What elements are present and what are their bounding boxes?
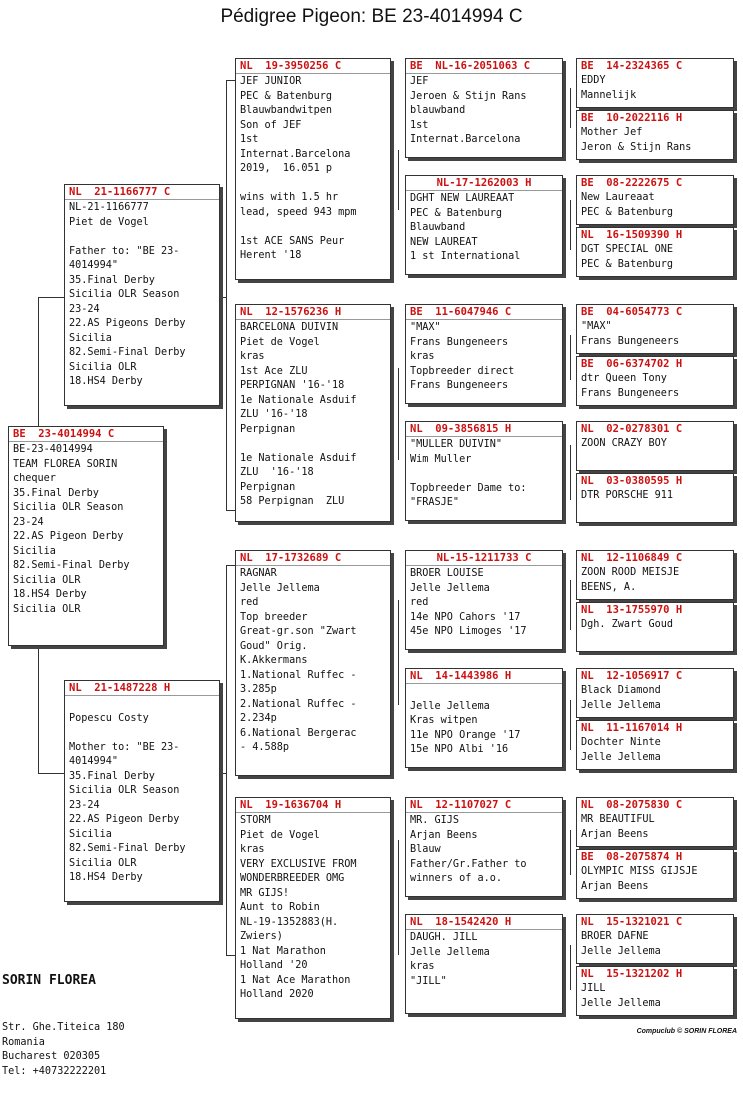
connector-line (226, 565, 227, 955)
pigeon-card-grandparent[interactable] (235, 58, 391, 280)
connector-line (226, 565, 235, 566)
ring-number: NL 03-0380595 H (581, 475, 683, 487)
pigeon-card-gg-grandparent[interactable] (576, 227, 734, 277)
connector-line (570, 88, 571, 128)
pigeon-details: OLYMPIC MISS GIJSJE Arjan Beens (581, 866, 698, 892)
ring-number: NL 08-2075830 C (581, 799, 683, 811)
pigeon-details: JEF Jeroen & Stijn Rans blauwband 1st Internat.Barcelona (410, 76, 527, 145)
connector-line (570, 580, 571, 630)
ring-number: NL-17-1262003 H (406, 176, 562, 191)
ring-number: NL 11-1167014 H (581, 722, 683, 734)
connector-line (398, 368, 399, 460)
connector-line (220, 773, 227, 774)
connector-line (570, 335, 571, 380)
pigeon-card-great-grandparent[interactable] (405, 914, 563, 1014)
ring-number: NL-15-1211733 C (406, 551, 562, 566)
ring-number: NL 09-3856815 H (406, 422, 562, 437)
ring-number: BE 11-6047946 C (406, 305, 562, 320)
connector-line (570, 945, 571, 990)
connector-line (220, 297, 227, 298)
pigeon-details: EDDY Mannelijk (581, 75, 637, 101)
ring-number: NL 18-1542420 H (406, 915, 562, 930)
pigeon-card-great-grandparent[interactable] (405, 58, 563, 158)
pigeon-card-great-grandparent[interactable] (405, 421, 563, 521)
ring-number: NL 19-3950256 C (236, 59, 390, 74)
pigeon-card-gg-grandparent[interactable] (576, 473, 734, 523)
pigeon-details: Dgh. Zwart Goud (581, 619, 674, 630)
connector-line (570, 700, 571, 750)
pigeon-details: "MAX" Frans Bungeneers kras Topbreeder direct Frans Bungeneers (410, 322, 515, 391)
ring-number: BE 08-2222675 C (581, 177, 683, 189)
pigeon-card-grandparent[interactable] (235, 304, 391, 522)
pigeon-card-gg-grandparent[interactable] (576, 668, 734, 718)
pigeon-details: BARCELONA DUIVIN Piet de Vogel kras 1st Ace ZLU PERPIGNAN '16-'18 1e Nationale Asduif ZLU '16-'18 Perpignan 1e Nationale Asduif ZLU '16-'18 Perpignan 58 Perpignan ZLU (240, 322, 357, 507)
pigeon-card-gg-grandparent[interactable] (576, 110, 734, 160)
pigeon-details: DAUGH. JILL Jelle Jellema kras "JILL" (410, 932, 490, 987)
pigeon-card-great-grandparent[interactable] (405, 175, 563, 275)
pigeon-details: "MAX" Frans Bungeneers (581, 321, 680, 347)
pigeon-details: STORM Piet de Vogel kras VERY EXCLUSIVE FROM WONDERBREEDER OMG MR GIJS! Aunt to Robin NL-19-1352883(H. Zwiers) 1 Nat Marathon Holland '20 1 Nat Ace Marathon Holland 2020 (240, 815, 357, 1000)
ring-number: BE 04-6054773 C (581, 306, 683, 318)
pigeon-card-great-grandparent[interactable] (405, 304, 563, 404)
pigeon-details: New Laureaat PEC & Batenburg (581, 192, 674, 218)
pigeon-details: MR. GIJS Arjan Beens Blauw Father/Gr.Father to winners of a.o. (410, 815, 527, 884)
ring-number: NL 19-1636704 H (236, 798, 390, 813)
page-title: Pédigree Pigeon: BE 23-4014994 C (220, 6, 523, 27)
pigeon-card-mother[interactable] (64, 680, 220, 902)
ring-number: BE NL-16-2051063 C (406, 59, 562, 74)
ring-number: BE 08-2075874 H (581, 851, 683, 863)
connector-line (570, 445, 571, 500)
pigeon-details: "MULLER DUIVIN" Wim Muller Topbreeder Dame to: "FRASJE" (410, 439, 527, 508)
pigeon-details: Dochter Ninte Jelle Jellema (581, 737, 661, 763)
ring-number: NL 15-1321202 H (581, 968, 683, 980)
ring-number: NL 12-1107027 C (406, 798, 562, 813)
pigeon-card-gg-grandparent[interactable] (576, 550, 734, 600)
pigeon-details: JILL Jelle Jellema (581, 983, 661, 1009)
owner-address: Str. Ghe.Titeica 180 Romania Bucharest 020305 Tel: +40732222201 (2, 1022, 125, 1077)
pigeon-card-gg-grandparent[interactable] (576, 966, 734, 1016)
pigeon-details: Mother Jef Jeron & Stijn Rans (581, 127, 692, 153)
pigeon-details: DGT SPECIAL ONE PEC & Batenburg (581, 244, 674, 270)
ring-number: BE 14-2324365 C (581, 60, 683, 72)
pigeon-details: MR BEAUTIFUL Arjan Beens (581, 814, 655, 840)
pigeon-card-gg-grandparent[interactable] (576, 914, 734, 964)
pigeon-details: ZOON CRAZY BOY (581, 438, 667, 449)
ring-number: NL 12-1106849 C (581, 552, 683, 564)
pigeon-details: dtr Queen Tony Frans Bungeneers (581, 373, 680, 399)
pigeon-card-gg-grandparent[interactable] (576, 421, 734, 471)
connector-line (570, 200, 571, 250)
ring-number: NL 15-1321021 C (581, 916, 683, 928)
pigeon-card-gg-grandparent[interactable] (576, 356, 734, 406)
pigeon-card-father[interactable] (64, 184, 220, 406)
ring-number: NL 12-1576236 H (236, 305, 390, 320)
pigeon-card-great-grandparent[interactable] (405, 668, 563, 768)
pigeon-details: RAGNAR Jelle Jellema red Top breeder Great-gr.son "Zwart Goud" Orig. K.Akkermans 1.National Ruffec - 3.285p 2.National Ruffec - 2.234p 6.National Bergerac - 4.588p (240, 568, 357, 753)
pigeon-card-great-grandparent[interactable] (405, 550, 563, 650)
pigeon-details: ZOON ROOD MEISJE BEENS, A. (581, 567, 680, 593)
connector-line (398, 150, 399, 210)
connector-line (398, 840, 399, 955)
pigeon-card-subject[interactable] (8, 426, 164, 646)
pigeon-details: Jelle Jellema Kras witpen 11e NPO Orange '17 15e NPO Albi '16 (410, 700, 521, 755)
ring-number: NL 12-1056917 C (581, 670, 683, 682)
pigeon-details: JEF JUNIOR PEC & Batenburg Blauwbandwitpen Son of JEF 1st Internat.Barcelona 2019, 16.051 p wins with 1.5 hr lead, speed 943 mpm 1st ACE SANS Peur Herent '18 (240, 76, 357, 261)
pigeon-card-gg-grandparent[interactable] (576, 797, 734, 847)
pigeon-details: Popescu Costy Mother to: "BE 23- 4014994" 35.Final Derby Sicilia OLR Season 23-24 22.AS Pigeon Derby Sicilia 82.Semi-Final Derby Sicilia OLR 18.HS4 Derby (69, 712, 186, 883)
owner-name: SORIN FLOREA (2, 973, 96, 988)
pigeon-card-grandparent[interactable] (235, 550, 391, 776)
pigeon-details: BROER LOUISE Jelle Jellema red 14e NPO Cahors '17 45e NPO Limoges '17 (410, 568, 527, 637)
owner-info (2, 944, 125, 1094)
pigeon-card-grandparent[interactable] (235, 797, 391, 1019)
pigeon-details: Black Diamond Jelle Jellema (581, 685, 661, 711)
ring-number: NL 21-1487228 H (65, 681, 219, 696)
connector-line (226, 80, 227, 510)
connector-line (226, 510, 235, 511)
ring-number: NL 02-0278301 C (581, 423, 683, 435)
pigeon-details: BROER DAFNE Jelle Jellema (581, 931, 661, 957)
footer-credit: Compuclub © SORIN FLOREA (636, 1028, 737, 1035)
ring-number: BE 06-6374702 H (581, 358, 683, 370)
ring-number: BE 10-2022116 H (581, 112, 683, 124)
ring-number: BE 23-4014994 C (9, 427, 163, 442)
ring-number: NL 13-1755970 H (581, 604, 683, 616)
pigeon-card-gg-grandparent[interactable] (576, 602, 734, 652)
ring-number: NL 17-1732689 C (236, 551, 390, 566)
connector-line (226, 955, 235, 956)
pigeon-details: DGHT NEW LAUREAAT PEC & Batenburg Blauwband NEW LAUREAT 1 st International (410, 193, 521, 262)
pigeon-card-gg-grandparent[interactable] (576, 304, 734, 354)
pigeon-details: DTR PORSCHE 911 (581, 490, 674, 501)
pigeon-card-gg-grandparent[interactable] (576, 58, 734, 108)
ring-number: NL 21-1166777 C (65, 185, 219, 200)
pigeon-card-gg-grandparent[interactable] (576, 720, 734, 770)
pigeon-card-great-grandparent[interactable] (405, 797, 563, 897)
connector-line (570, 830, 571, 875)
connector-line (226, 80, 235, 81)
ring-number: NL 14-1443986 H (406, 669, 562, 684)
connector-line (398, 600, 399, 705)
connector-line (38, 297, 64, 298)
pigeon-card-gg-grandparent[interactable] (576, 175, 734, 225)
pigeon-details: BE-23-4014994 TEAM FLOREA SORIN chequer 35.Final Derby Sicilia OLR Season 23-24 22.AS Pigeon Derby Sicilia 82.Semi-Final Derby Sicilia OLR 18.HS4 Derby Sicilia OLR (13, 444, 130, 615)
ring-number: NL 16-1509390 H (581, 229, 683, 241)
pigeon-card-gg-grandparent[interactable] (576, 849, 734, 899)
pigeon-details: NL-21-1166777 Piet de Vogel Father to: "BE 23- 4014994" 35.Final Derby Sicilia OLR Season 23-24 22.AS Pigeons Derby Sicilia 82.Semi-Final Derby Sicilia OLR 18.HS4 Derby (69, 202, 186, 387)
connector-line (38, 773, 64, 774)
